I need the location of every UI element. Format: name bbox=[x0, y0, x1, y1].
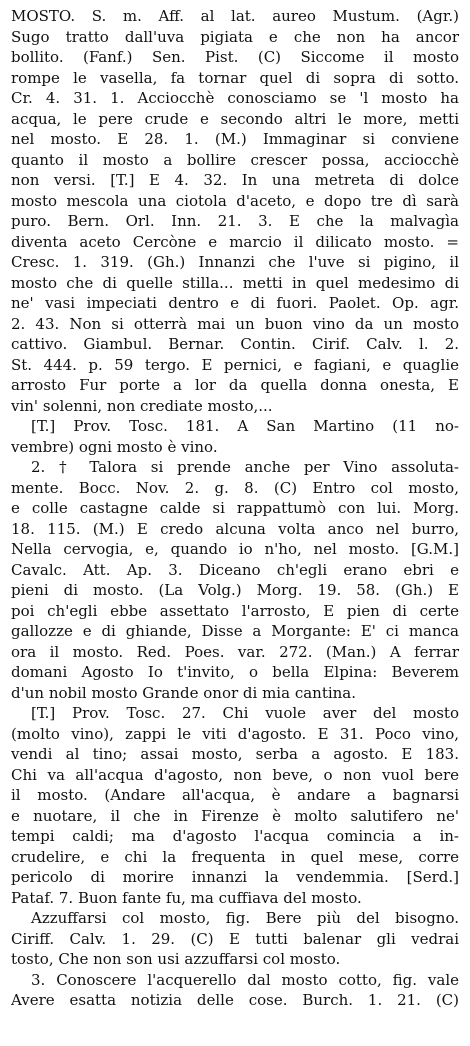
text-line: mente. Bocc. Nov. 2. g. 8. (C) Entro col mosto, bbox=[11, 478, 459, 497]
text-line: Ciriff. Calv. 1. 29. (C) E tutti balenar gli vedrai bbox=[11, 929, 459, 948]
text-line: crudelire, e chi la frequenta in quel mese, corre bbox=[11, 847, 459, 866]
text-line: Cavalc. Att. Ap. 3. Diceano ch'egli erano ebri e bbox=[11, 560, 459, 579]
text-line: d'un nobil mosto Grande onor di mia cantina. bbox=[11, 683, 357, 702]
text-line: domani Agosto Io t'invito, o bella Elpina: Beverem bbox=[11, 663, 459, 681]
dictionary-entry-mosto bbox=[11, 6, 459, 1011]
text-line: (molto vino), zappi le viti d'agosto. E 31. Poco vino, bbox=[11, 724, 459, 743]
text-line: poi ch'egli ebbe assettato l'arrosto, E pien di certe bbox=[11, 601, 459, 620]
text-line: il mosto. (Andare all'acqua, è andare a bagnarsi bbox=[11, 786, 459, 804]
text-line: Avere esatta notizia delle cose. Burch. 1. 21. (C) bbox=[11, 991, 459, 1009]
text-line: 2. 43. Non si otterrà mai un buon vino da un mosto bbox=[11, 314, 459, 333]
text-line: acqua, le pere crude e secondo altri le more, metti bbox=[11, 109, 459, 128]
text-line: tosto, Che non son usi azzuffarsi col mosto. bbox=[11, 950, 341, 968]
text-line: e colle castagne calde si rappattumò con lui. Morg. bbox=[11, 499, 459, 517]
text-line: non versi. [T.] E 4. 32. In una metreta di dolce bbox=[11, 171, 459, 189]
text-line: nel mosto. E 28. 1. (M.) Immaginar si conviene bbox=[11, 130, 459, 148]
text-line: mosto mescola una ciotola d'aceto, e dopo tre dì sarà bbox=[11, 191, 459, 210]
text-line: Nella cervogia, e, quando io n'ho, nel mosto. [G.M.] bbox=[11, 540, 459, 558]
text-line: ne' vasi impeciati dentro e di fuori. Paolet. Op. agr. bbox=[11, 294, 459, 312]
text-line: e nuotare, il che in Firenze è molto salutifero ne' bbox=[11, 806, 459, 825]
text-line: [T.] Prov. Tosc. 27. Chi vuole aver del mosto bbox=[31, 704, 459, 722]
text-line: tempi caldi; ma d'agosto l'acqua comincia a in- bbox=[11, 827, 459, 845]
text-line: Chi va all'acqua d'agosto, non beve, o non vuol bere bbox=[11, 765, 459, 784]
text-line: puro. Bern. Orl. Inn. 21. 3. E che la malvagìa bbox=[11, 212, 459, 230]
text-line: vendi al tino; assai mosto, serba a agosto. E 183. bbox=[11, 745, 459, 763]
text-line: mosto che di quelle stilla... metti in quel medesimo di bbox=[11, 273, 459, 292]
text-line: pericolo di morire innanzi la vendemmia. [Serd.] bbox=[11, 868, 459, 886]
text-line: ora il mosto. Red. Poes. var. 272. (Man.) A ferrar bbox=[11, 642, 459, 661]
text-line: arrosto Fur porte a lor da quella donna onesta, E bbox=[11, 376, 459, 394]
text-line: vembre) ogni mosto è vino. bbox=[11, 437, 218, 456]
text-line: pieni di mosto. (La Volg.) Morg. 19. 58. (Gh.) E bbox=[11, 581, 459, 599]
text-line: 18. 115. (M.) E credo alcuna volta anco nel burro, bbox=[11, 519, 459, 538]
text-line: Cr. 4. 31. 1. Acciocchè conosciamo se 'l mosto ha bbox=[11, 89, 459, 107]
text-line: Pataf. 7. Buon fante fu, ma cuffiava del mosto. bbox=[11, 888, 362, 907]
text-line: rompe le vasella, fa tornar quel di sopra di sotto. bbox=[11, 68, 459, 87]
text-line: Cresc. 1. 319. (Gh.) Innanzi che l'uve si pigino, il bbox=[11, 253, 459, 271]
text-line: St. 444. p. 59 tergo. E pernici, e fagiani, e quaglie bbox=[11, 355, 459, 374]
text-line: gallozze e di ghiande, Disse a Morgante: E' ci manca bbox=[11, 622, 459, 640]
text-line: 2. † Talora si prende anche per Vino assoluta- bbox=[31, 458, 459, 476]
text-line: MOSTO. S. m. Aff. al lat. aureo Mustum. (Agr.) bbox=[11, 7, 459, 25]
text-line: Sugo tratto dall'uva pigiata e che non ha ancor bbox=[11, 27, 459, 46]
text-line: diventa aceto Cercòne e marcio il dilicato mosto. = bbox=[11, 232, 459, 251]
text-line: vin' solenni, non crediate mosto,... bbox=[11, 396, 273, 415]
text-line: cattivo. Giambul. Bernar. Contin. Cirif. Calv. l. 2. bbox=[11, 335, 459, 353]
text-line: [T.] Prov. Tosc. 181. A San Martino (11 no- bbox=[31, 417, 459, 435]
text-line: 3. Conoscere l'acquerello dal mosto cotto, fig. vale bbox=[31, 970, 459, 989]
text-line: Azzuffarsi col mosto, fig. Bere più del bisogno. bbox=[31, 909, 459, 927]
text-line: quanto il mosto a bollire crescer possa, acciocchè bbox=[11, 150, 459, 169]
text-line: bollito. (Fanf.) Sen. Pist. (C) Siccome il mosto bbox=[11, 48, 459, 66]
